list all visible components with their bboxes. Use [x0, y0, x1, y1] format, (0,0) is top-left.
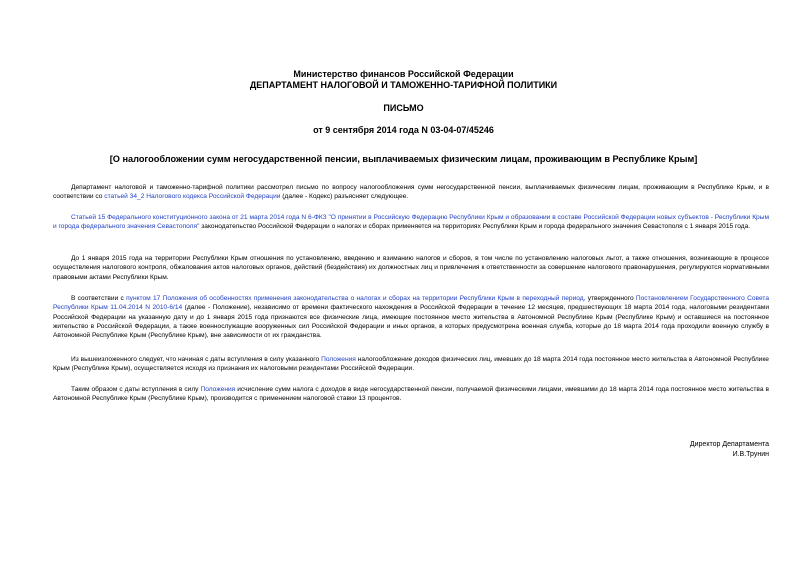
constitutional-law-link[interactable]: Статьей 15 Федерального конституционного закона от 21 марта 2014 года N 6-ФКЗ "О принятии в Российскую Федерацию Республики Крым и образовании в составе Российской Федерации новых субъектов - Республики Крым и города федерального значения Севастополя"	[53, 214, 769, 231]
paragraph-6	[53, 385, 769, 404]
paragraph-4-text-a: В соответствии с	[71, 295, 127, 302]
paragraph-5	[53, 355, 769, 374]
regulation-link-2[interactable]: Положения	[200, 386, 236, 393]
document-type-heading: ПИСЬМО	[383, 103, 424, 113]
paragraph-6-text-b: исчисление сумм налога с доходов в виде негосударственной пенсии, получаемой физическими лицами, имевшими до 18 марта 2014 года постоянное место жительства в Автономной Республике Крым (Республике Крым), производится с применением налоговой ставки 13 процентов.	[53, 386, 769, 403]
paragraph-4-text-b: утвержденного	[585, 295, 636, 302]
department-heading: ДЕПАРТАМЕНТ НАЛОГОВОЙ И ТАМОЖЕННО-ТАРИФНОЙ ПОЛИТИКИ	[249, 80, 558, 90]
paragraph-1-text-b: (далее - Кодекс) разъясняет следующее.	[280, 193, 409, 201]
tax-code-article-link[interactable]: статьей 34_2 Налогового кодекса Российской Федерации	[104, 193, 281, 201]
paragraph-4-text-c: (далее - Положение), независимо от времени фактического нахождения в Российской Федерации в течение 12 месяцев, предшествующих 18 марта 2014 года, налоговыми резидентами Российской Федерации на указанную дату и до 1 января 2015 года признаются все физические лица, имеющие постоянное место жительства в Автономной Республике Крым (Республике Крым) и оставшиеся на постоянное жительство в Российской Федерации, а также военнослужащие вооруженных сил Российской Федерации и иных органов, в которых предусмотрена военная служба, которые до 18 марта 2014 года проходили военную службу в Автономной Республике Крым (Республике Крым), вне зависимости от их гражданства.	[53, 304, 770, 340]
paragraph-2	[53, 213, 769, 232]
paragraph-5-text-b: налогообложение доходов физических лиц, имевших до 18 марта 2014 года постоянное место жительства в Автономной Республике Крым (Республике Крым), осуществляется исходя из признания их налоговыми резидентами Российской Федерации.	[53, 356, 769, 373]
document-number-heading: от 9 сентября 2014 года N 03-04-07/45246	[313, 125, 494, 135]
ministry-heading: Министерство финансов Российской Федерации	[293, 69, 514, 79]
signatory-title: Директор Департамента	[689, 441, 769, 448]
regulation-point-17-link[interactable]: пунктом 17 Положения об особенностях применения законодательства о налогах и сборах на территории Республики Крым в переходный период,	[126, 295, 586, 302]
paragraph-1-text-a: Департамент налоговой и таможенно-тарифной политики рассмотрел письмо по вопросу налогообложения сумм негосударственной пенсии, выплачиваемых физическим лицам, проживающим в Республике Крым, и в соответствии со	[53, 184, 769, 201]
paragraph-1	[53, 183, 769, 202]
paragraph-3	[53, 254, 769, 282]
paragraph-4	[53, 294, 769, 340]
paragraph-2-text-b: законодательство Российской Федерации о налогах и сборах применяется на территориях Республики Крым и города федерального значения Севастополя с 1 января 2015 года.	[199, 223, 751, 231]
paragraph-5-text-a: Из вышеизложенного следует, что начиная с даты вступления в силу указанного	[71, 356, 322, 363]
signatory-name: И.В.Трунин	[732, 451, 769, 458]
paragraph-3-text: До 1 января 2015 года на территории Республики Крым отношения по установлению, введению и взиманию налогов и сборов, в том числе по установлению налоговых льгот, а также отношения, возникающие в процессе осуществления налогового контроля, обжалования актов налоговых органов, действий (бездействия) их должностных лиц и привлечения к ответственности за совершение налогового правонарушения, регулируются нормативными правовыми актами Республики Крым.	[53, 255, 769, 281]
state-council-resolution-link[interactable]: Постановлением Государственного Совета Республики Крым 11.04.2014 N 2010-6/14	[53, 295, 770, 312]
paragraph-6-text-a: Таким образом с даты вступления в силу	[71, 386, 201, 393]
document-subject-heading: [О налогообложении сумм негосударственной пенсии, выплачиваемых физическим лицам, проживающим в Республике Крым]	[109, 154, 698, 164]
regulation-link[interactable]: Положения	[321, 356, 356, 363]
